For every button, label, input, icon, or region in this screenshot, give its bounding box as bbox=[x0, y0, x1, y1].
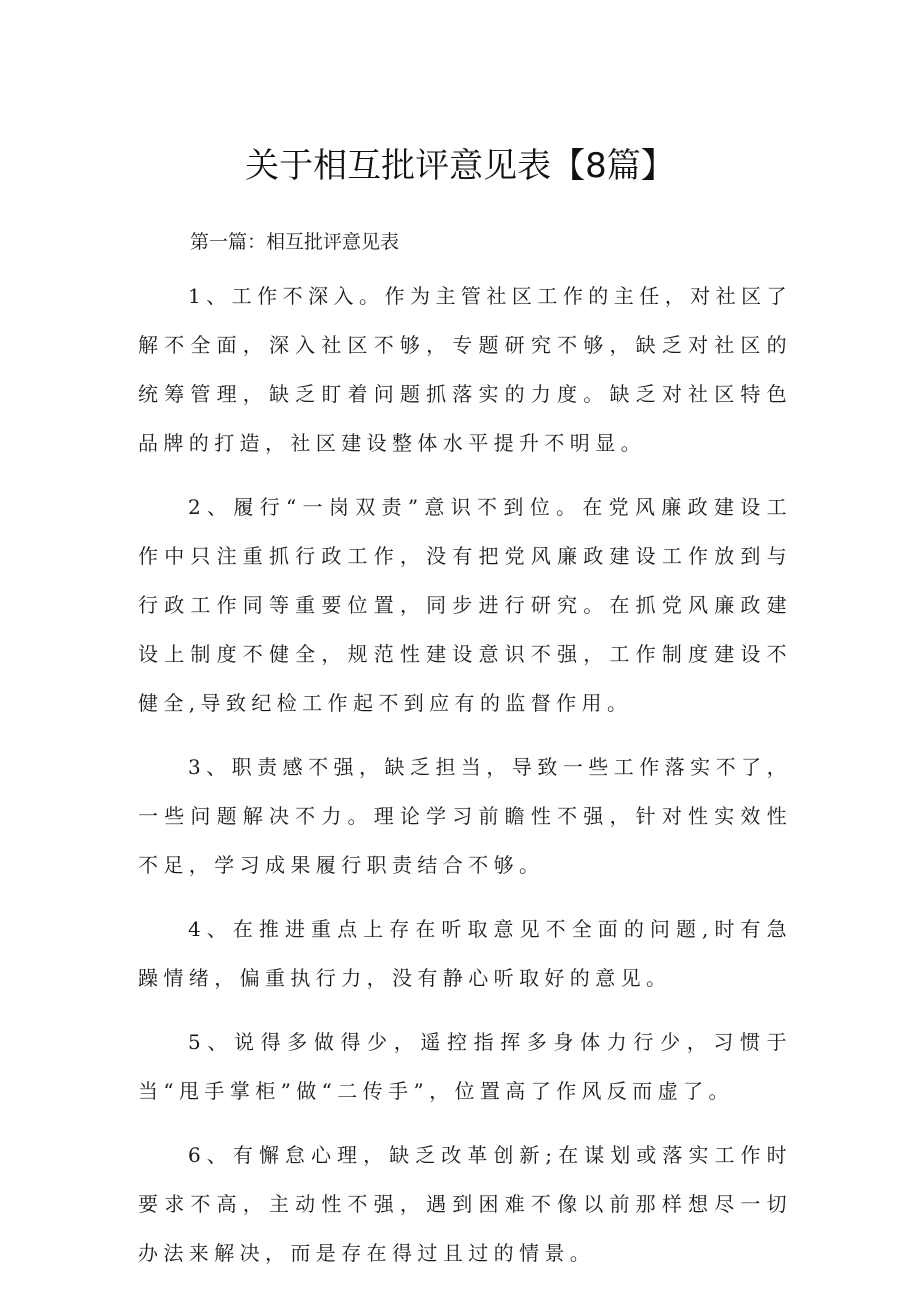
paragraph-3: 3、职责感不强，缺乏担当，导致一些工作落实不了，一些问题解决不力。理论学习前瞻性不强，针对性实效性不足，学习成果履行职责结合不够。 bbox=[138, 755, 792, 877]
section-heading: 第一篇：相互批评意见表 bbox=[190, 231, 400, 253]
document-body bbox=[138, 272, 792, 1293]
paragraph-1: 1、工作不深入。作为主管社区工作的主任，对社区了解不全面，深入社区不够，专题研究不够，缺乏对社区的统筹管理，缺乏盯着问题抓落实的力度。缺乏对社区特色品牌的打造，社区建设整体水平提升不明显。 bbox=[138, 284, 792, 455]
paragraph-4: 4、在推进重点上存在听取意见不全面的问题,时有急躁情绪，偏重执行力，没有静心听取好的意见。 bbox=[138, 917, 792, 990]
document-title: 关于相互批评意见表【8篇】 bbox=[245, 146, 675, 186]
paragraph-5: 5、说得多做得少，遥控指挥多身体力行少，习惯于当“甩手掌柜”做“二传手”，位置高了作风反而虚了。 bbox=[138, 1030, 792, 1103]
paragraph-6: 6、有懈怠心理，缺乏改革创新;在谋划或落实工作时要求不高，主动性不强，遇到困难不像以前那样想尽一切办法来解决，而是存在得过且过的情景。 bbox=[138, 1143, 792, 1265]
paragraph-2: 2、履行“一岗双责”意识不到位。在党风廉政建设工作中只注重抓行政工作，没有把党风廉政建设工作放到与行政工作同等重要位置，同步进行研究。在抓党风廉政建设上制度不健全，规范性建设意识不强，工作制度建设不健全,导致纪检工作起不到应有的监督作用。 bbox=[138, 495, 792, 715]
